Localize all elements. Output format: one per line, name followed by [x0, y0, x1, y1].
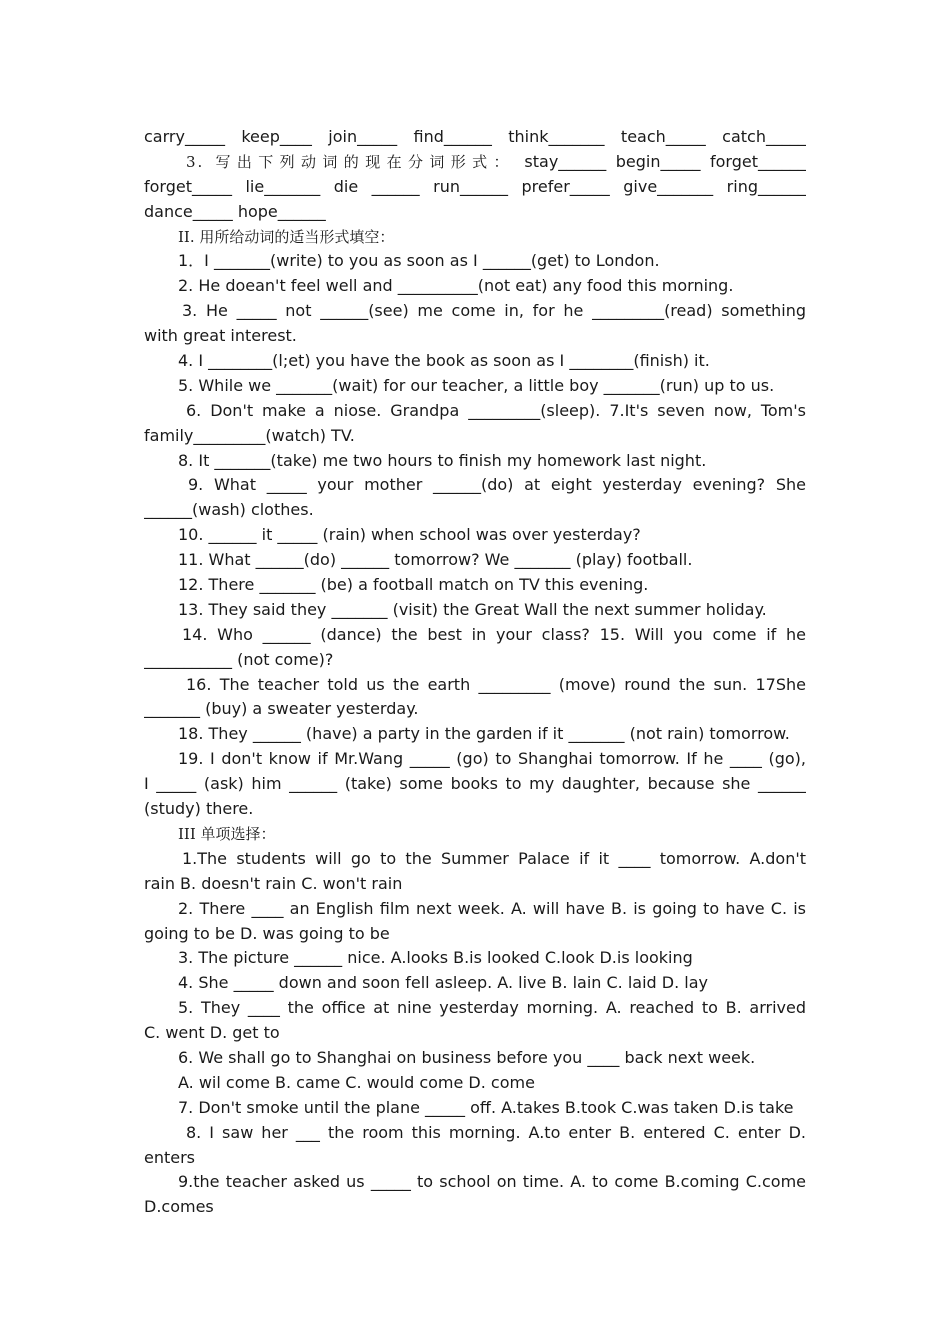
exercise-line: 1．I _______(write) to you as soon as I ______(get) to London. [178, 251, 660, 271]
exercise-line: ______(wash) clothes. [144, 500, 314, 520]
choice-line: 9.the teacher asked us _____ to school on time. A. to come B.coming C.come [178, 1172, 806, 1192]
choice-line: 2. There ____ an English film next week. A. will have B. is going to have C. is [178, 898, 806, 918]
exercise-line: 12. There _______ (be) a football match on TV this evening. [178, 575, 649, 595]
exercise-line: I _____ (ask) him ______ (take) some books to my daughter, because she ______ [144, 774, 806, 794]
choice-line: 1.The students will go to the Summer Palace if it ____ tomorrow. A.don't [182, 848, 806, 868]
exercise-line: _______ (buy) a sweater yesterday. [144, 699, 419, 719]
choice-line: C. went D. get to [144, 1023, 280, 1043]
exercise-line: 19. I don't know if Mr.Wang _____ (go) to Shanghai tomorrow. If he ____ (go), [178, 749, 806, 769]
item-3-line [144, 150, 806, 175]
exercise-line: 10. ______ it _____ (rain) when school was over yesterday? [178, 525, 641, 545]
exercise-line: 2. He doean't feel well and __________(not eat) any food this morning. [178, 276, 734, 296]
item-3-label: 3. 写出下列动词的现在分词形式： [186, 152, 515, 171]
verb-list-line: dance_____ hope______ [144, 201, 326, 221]
choice-line: D.comes [144, 1197, 214, 1217]
verb-list-line: carry_____ keep____ join_____ find______ think_______ teach_____ catch_____ [144, 127, 806, 146]
choice-line: 5. They ____ the office at nine yesterday morning. A. reached to B. arrived [178, 998, 806, 1018]
verb-list-line: forget_____ lie_______ die ______ run______ prefer_____ give_______ ring______ [144, 176, 806, 196]
choice-line: 4. She _____ down and soon fell asleep. A. live B. lain C. laid D. lay [178, 973, 708, 993]
choice-line: 7. Don't smoke until the plane _____ off. A.takes B.took C.was taken D.is take [178, 1097, 794, 1117]
choice-line: 6. We shall go to Shanghai on business before you ____ back next week. [178, 1047, 756, 1067]
choice-line: 8. I saw her ___ the room this morning. A.to enter B. entered C. enter D. [186, 1122, 806, 1142]
exercise-line: ___________ (not come)? [144, 649, 334, 669]
exercise-line: 14. Who ______ (dance) the best in your class? 15. Will you come if he [182, 624, 806, 644]
choice-line: 3. The picture ______ nice. A.looks B.is looked C.look D.is looking [178, 948, 693, 968]
section-2-heading: II. 用所给动词的适当形式填空： [178, 227, 395, 246]
exercise-line: 4. I ________(l;et) you have the book as soon as I ________(finish) it. [178, 351, 710, 371]
exercise-line: 6. Don't make a niose. Grandpa _________(sleep). 7.It's seven now, Tom's [186, 400, 806, 420]
item-3-words: stay______ begin_____ forget______ [524, 151, 806, 171]
exercise-line: (study) there. [144, 799, 254, 819]
worksheet-page [144, 125, 806, 1220]
exercise-line: 18. They ______ (have) a party in the garden if it _______ (not rain) tomorrow. [178, 724, 790, 744]
choice-line: enters [144, 1147, 196, 1167]
exercise-line: 8. It _______(take) me two hours to finish my homework last night. [178, 450, 707, 470]
section-3-heading: III 单项选择： [178, 824, 276, 843]
exercise-line: with great interest. [144, 326, 297, 346]
exercise-line: family_________(watch) TV. [144, 425, 355, 445]
exercise-line: 3. He _____ not ______(see) me come in, for he _________(read) something [182, 301, 806, 321]
exercise-line: 9. What _____ your mother ______(do) at eight yesterday evening? She [188, 475, 806, 495]
choice-line: going to be D. was going to be [144, 923, 390, 943]
exercise-line: 13. They said they _______ (visit) the Great Wall the next summer holiday. [178, 599, 767, 619]
choice-line: A. wil come B. came C. would come D. come [178, 1072, 535, 1092]
exercise-line: 5. While we _______(wait) for our teacher, a little boy _______(run) up to us. [178, 375, 775, 395]
choice-line: rain B. doesn't rain C. won't rain [144, 873, 403, 893]
exercise-line: 11. What ______(do) ______ tomorrow? We _______ (play) football. [178, 550, 693, 570]
exercise-line: 16. The teacher told us the earth _________ (move) round the sun. 17She [186, 674, 806, 694]
